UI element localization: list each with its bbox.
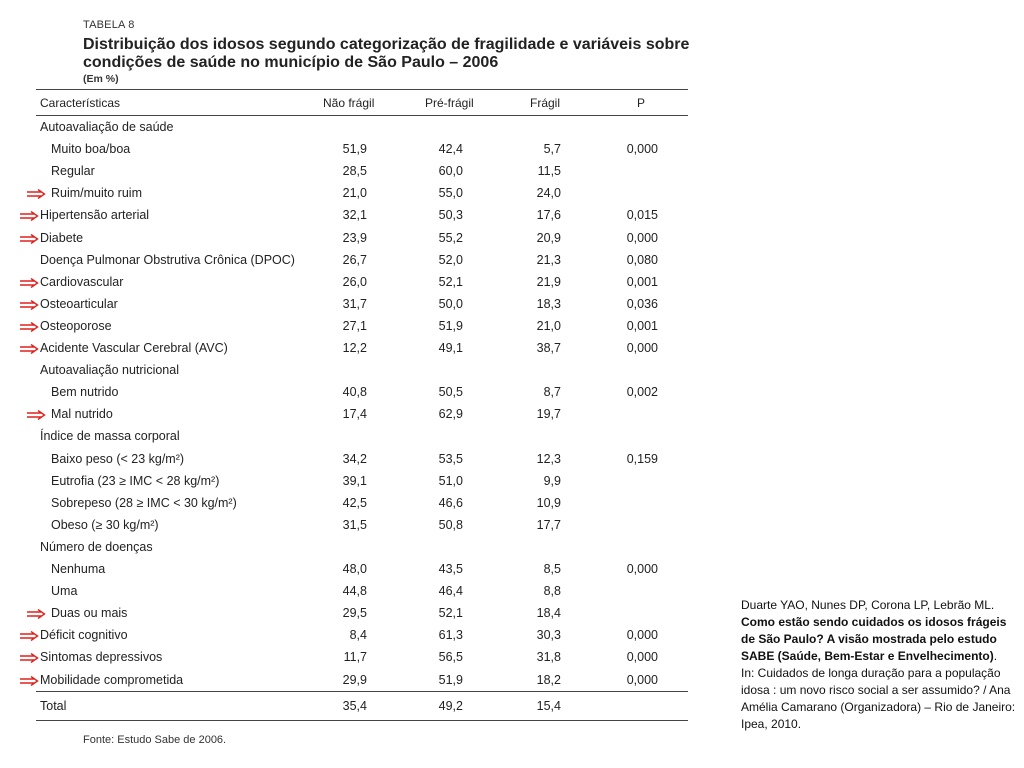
table-row [0,117,700,137]
cell-frail: 18,2 [536,672,561,687]
citation [741,597,1019,733]
cell-p: 0,000 [626,230,658,245]
table-row [0,316,700,336]
table-row [0,205,700,225]
cell-p: 0,080 [626,252,658,267]
cell-p: 0,000 [626,672,658,687]
cell-frail: 38,7 [536,341,561,355]
cell-frail: 8,7 [543,385,561,400]
citation-title: Como estão sendo cuidados os idosos frágeis de São Paulo? A visão mostrada pelo estudo SABE (Saúde, Bem-Estar e Envelhecimento) [741,615,1007,663]
rule-header [36,115,688,116]
table-row [0,625,700,645]
table-row [0,272,700,292]
cell-not-frail: 29,9 [342,672,367,687]
cell-frail: 19,7 [536,407,561,422]
row-label: Hipertensão arterial [40,208,150,223]
cell-frail: 17,6 [536,208,561,223]
row-label: Nenhuma [51,562,106,576]
cell-not-frail: 39,1 [342,473,367,488]
cell-not-frail: 11,7 [343,650,367,665]
cell-frail: 21,0 [536,318,561,333]
cell-p: 0,000 [626,628,658,643]
cell-pre-frail: 46,6 [438,495,463,510]
table-row [0,250,700,270]
double-arrow-right-icon [19,631,39,641]
cell-p: 0,000 [626,650,658,665]
cell-pre-frail: 51,9 [438,672,463,687]
row-label: Muito boa/boa [51,142,131,157]
cell-frail: 20,9 [536,230,561,245]
row-label: Autoavaliação nutricional [40,363,179,378]
total-not-frail: 35,4 [342,699,367,713]
citation-authors: Duarte YAO, Nunes DP, Corona LP, Lebrão ML. [741,598,995,612]
row-label: Número de doenças [40,539,153,554]
double-arrow-right-icon [19,322,39,332]
row-label: Cardiovascular [40,274,124,289]
cell-not-frail: 28,5 [342,164,367,179]
cell-frail: 5,7 [543,142,561,157]
cell-p: 0,159 [626,451,658,466]
double-arrow-right-icon [19,278,39,288]
cell-p: 0,001 [626,318,658,333]
cell-not-frail: 34,2 [342,451,367,466]
double-arrow-right-icon [19,653,39,663]
cell-not-frail: 21,0 [342,186,367,201]
row-label: Baixo peso (< 23 kg/m²) [51,451,185,466]
double-arrow-right-icon [26,189,46,199]
cell-pre-frail: 52,1 [438,606,463,621]
total-label: Total [40,699,67,713]
row-label: Bem nutrido [51,385,119,400]
cell-frail: 24,0 [536,186,561,201]
cell-frail: 12,3 [536,451,561,466]
row-label: Duas ou mais [51,606,128,621]
cell-frail: 31,8 [536,650,561,665]
cell-not-frail: 29,5 [342,606,367,621]
table-row [0,670,700,690]
table-unit: (Em %) [83,73,119,85]
cell-frail: 10,9 [536,495,561,510]
row-label: Osteoporose [40,318,112,333]
row-label: Sobrepeso (28 ≥ IMC < 30 kg/m²) [51,495,237,510]
double-arrow-right-icon [19,300,39,310]
table-row [0,161,700,181]
table-row [0,647,700,667]
cell-p: 0,036 [626,296,658,311]
total-pre-frail: 49,2 [438,699,463,713]
table-row [0,537,700,557]
table-row [0,493,700,513]
cell-not-frail: 51,9 [342,142,367,157]
cell-pre-frail: 55,0 [438,186,463,201]
cell-p: 0,000 [626,142,658,157]
cell-not-frail: 44,8 [342,584,367,599]
cell-not-frail: 42,5 [342,495,367,510]
row-label: Osteoarticular [40,296,118,311]
cell-frail: 18,3 [536,296,561,311]
table-row [0,603,700,623]
row-label: Obeso (≥ 30 kg/m²) [51,517,159,532]
cell-pre-frail: 60,0 [438,164,463,179]
rule-bottom [36,720,688,721]
table-row [0,382,700,402]
table-row [0,515,700,535]
cell-frail: 21,3 [536,252,561,267]
table-title: Distribuição dos idosos segundo categorização de fragilidade e variáveis sobre condições de saúde no município de São Paulo – 2006 [83,36,690,71]
cell-not-frail: 40,8 [342,385,367,400]
double-arrow-right-icon [26,609,46,619]
table-row [0,471,700,491]
cell-not-frail: 31,5 [342,517,367,532]
cell-not-frail: 48,0 [342,562,367,576]
cell-not-frail: 23,9 [342,230,367,245]
cell-not-frail: 26,0 [342,274,367,289]
row-label: Diabete [40,230,84,245]
double-arrow-right-icon [26,410,46,420]
table-row [0,139,700,159]
row-label: Déficit cognitivo [40,628,128,643]
total-frail: 15,4 [536,699,561,713]
cell-pre-frail: 51,0 [438,473,463,488]
cell-frail: 17,7 [536,517,561,532]
rule-top [36,89,688,90]
cell-not-frail: 8,4 [349,628,367,643]
table-row [0,360,700,380]
cell-frail: 8,5 [543,562,561,576]
cell-not-frail: 12,2 [342,341,367,355]
cell-pre-frail: 52,1 [438,274,463,289]
row-label: Eutrofia (23 ≥ IMC < 28 kg/m²) [51,473,220,488]
cell-frail: 18,4 [536,606,561,621]
cell-p: 0,015 [626,208,658,223]
cell-pre-frail: 42,4 [438,142,463,157]
row-label: Doença Pulmonar Obstrutiva Crônica (DPOC) [40,252,295,267]
cell-pre-frail: 46,4 [438,584,463,599]
cell-not-frail: 26,7 [342,252,367,267]
citation-title-end: . [993,649,998,663]
col-header-pre-frail: Pré-frágil [425,96,474,110]
cell-frail: 8,8 [543,584,561,599]
cell-p: 0,002 [626,385,658,400]
cell-pre-frail: 49,1 [438,341,463,355]
cell-not-frail: 17,4 [342,407,367,422]
cell-pre-frail: 62,9 [438,407,463,422]
cell-not-frail: 31,7 [342,296,367,311]
cell-pre-frail: 51,9 [438,318,463,333]
cell-frail: 30,3 [536,628,561,643]
cell-pre-frail: 56,5 [438,650,463,665]
cell-pre-frail: 43,5 [438,562,463,576]
row-label: Índice de massa corporal [40,429,180,444]
cell-not-frail: 27,1 [342,318,367,333]
double-arrow-right-icon [19,676,39,686]
cell-pre-frail: 50,0 [438,296,463,311]
table-row [0,228,700,248]
table-row [0,404,700,424]
cell-pre-frail: 53,5 [438,451,463,466]
col-header-p: P [637,96,646,110]
table-row [0,426,700,446]
row-label: Mal nutrido [51,407,113,422]
cell-frail: 9,9 [543,473,561,488]
table-row [0,559,700,579]
row-label: Acidente Vascular Cerebral (AVC) [40,341,228,355]
col-header-frail: Frágil [530,96,561,110]
cell-pre-frail: 50,8 [438,517,463,532]
cell-pre-frail: 50,5 [438,385,463,400]
table-row [0,449,700,469]
row-label: Uma [51,584,78,599]
total-row [0,696,700,716]
cell-not-frail: 32,1 [342,208,367,223]
table-row [0,338,700,358]
cell-p: 0,000 [626,562,658,576]
row-label: Mobilidade comprometida [40,672,184,687]
table-label: TABELA 8 [83,19,135,31]
table-row [0,183,700,203]
row-label: Regular [51,164,95,179]
row-label: Sintomas depressivos [40,650,163,665]
citation-book: In: Cuidados de longa duração para a população idosa : um novo risco social a ser assumido? / Ana Amélia Camarano (Organizadora) – Rio de Janeiro: Ipea, 2010. [741,666,1016,731]
rule-total [36,691,688,692]
cell-pre-frail: 52,0 [438,252,463,267]
table-row [0,294,700,314]
cell-frail: 21,9 [536,274,561,289]
cell-pre-frail: 55,2 [438,230,463,245]
table-row [0,581,700,601]
double-arrow-right-icon [19,344,39,354]
cell-pre-frail: 61,3 [438,628,463,643]
col-header-characteristics: Características [40,96,121,110]
double-arrow-right-icon [19,234,39,244]
row-label: Ruim/muito ruim [51,186,142,201]
cell-frail: 11,5 [537,164,561,179]
cell-p: 0,000 [626,341,658,355]
cell-p: 0,001 [626,274,658,289]
table-source: Fonte: Estudo Sabe de 2006. [83,734,227,746]
row-label: Autoavaliação de saúde [40,120,174,134]
col-header-not-frail: Não frágil [323,96,375,110]
double-arrow-right-icon [19,211,39,221]
cell-pre-frail: 50,3 [438,208,463,223]
